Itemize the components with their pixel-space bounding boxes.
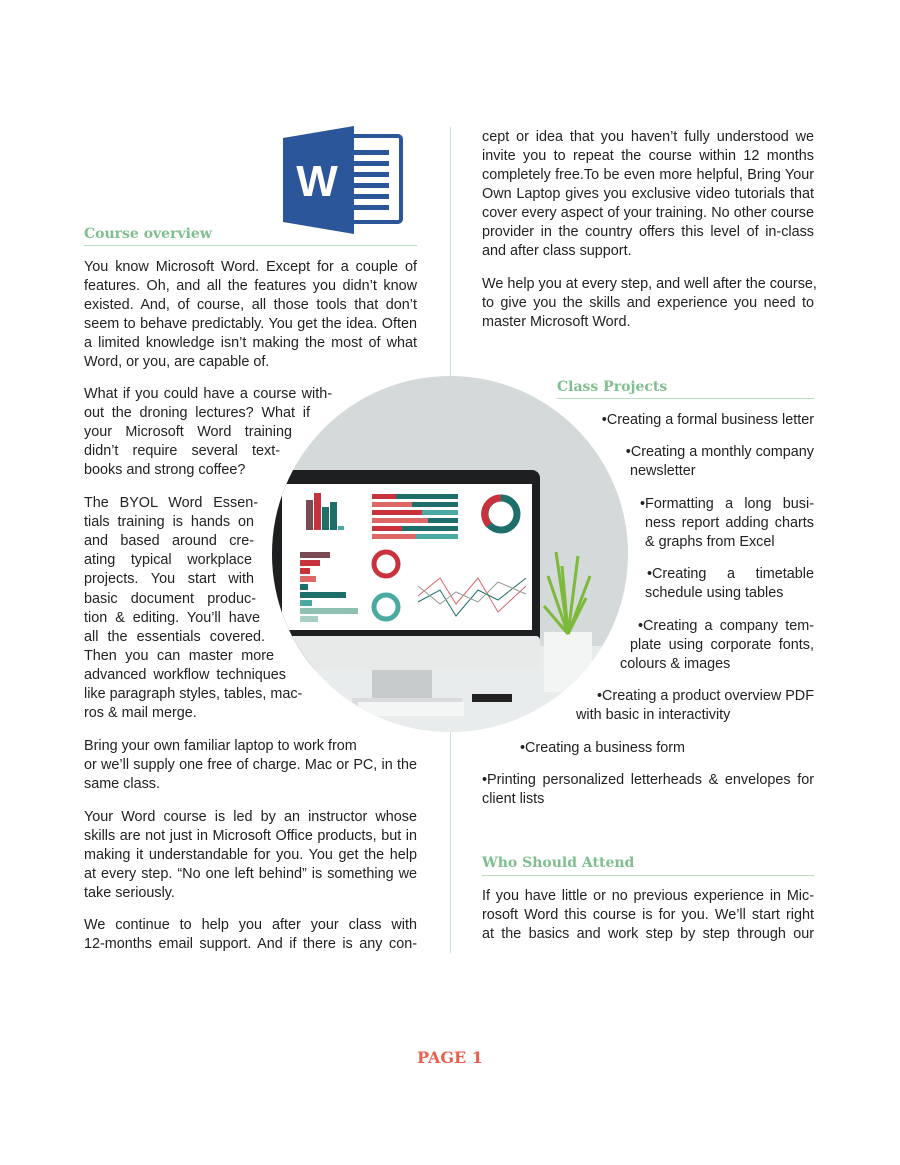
body-text-line: didn’t require several text-	[84, 443, 280, 459]
body-text-line: completely free.To be even more helpful, Bring Your	[482, 167, 814, 183]
body-text-line: cept or idea that you haven’t fully understood we	[482, 129, 814, 145]
project-item: ness report adding charts	[645, 515, 814, 531]
body-text-line: seem to behave predictably. You get the idea. Often	[84, 316, 417, 332]
body-text-line: The BYOL Word Essen-	[84, 495, 258, 511]
project-item: •Creating a formal business letter	[601, 412, 814, 428]
body-text-line: What if you could have a course with-	[84, 386, 332, 402]
body-text-line: and after class support.	[482, 243, 632, 259]
body-text-line: to give you the skills and experience you need to	[482, 295, 814, 311]
body-text-line: Own Laptop gives you exclusive video tutorials that	[482, 186, 814, 202]
svg-text:W: W	[296, 157, 338, 206]
heading-rule	[557, 398, 814, 399]
body-text-line: all the essentials covered.	[84, 628, 265, 645]
project-item: •Formatting a long busi-	[640, 496, 814, 512]
project-item: •Creating a timetable	[647, 566, 814, 582]
body-text-line: If you have little or no previous experience in Mic-	[482, 888, 814, 904]
body-text-line: invite you to repeat the course within 12 months	[482, 148, 814, 164]
body-text-line: making it understandable for you. You get the help	[84, 847, 417, 863]
body-text-line: Your Word course is led by an instructor whose	[84, 809, 417, 825]
project-item: •Creating a monthly company	[625, 444, 814, 460]
microsoft-word-logo-icon	[283, 126, 403, 234]
body-text-line: your Microsoft Word training	[84, 424, 292, 440]
page-number: PAGE 1	[417, 1048, 483, 1067]
body-text-line: We continue to help you after your class with	[84, 917, 417, 933]
body-text-line: 12-months email support. And if there is any con-	[84, 936, 417, 952]
body-text-line: provider in the country offers this level of in-class	[482, 224, 814, 240]
project-item: with basic in interactivity	[576, 707, 731, 723]
body-text-line: features. Oh, and all the features you didn’t know	[84, 278, 417, 294]
project-item: •Creating a business form	[520, 740, 686, 756]
body-text-line: at every step. “No one left behind” is something we	[84, 866, 417, 882]
body-text-line: projects. You start with	[84, 571, 254, 588]
body-text-line: same class.	[84, 776, 160, 792]
body-text-line: skills are not just in Microsoft Office products, but in	[84, 828, 417, 844]
body-text-line: rosoft Word this course is for you. We’ll start right	[482, 907, 814, 923]
body-text-line: take seriously.	[84, 885, 175, 901]
body-text-line: existed. And, of course, all those tools that don’t	[84, 297, 417, 313]
body-text-line: ating typical workplace	[84, 552, 252, 569]
body-text-line: tials training is hands on	[84, 514, 254, 531]
body-text-line: ros & mail merge.	[84, 705, 197, 722]
body-text-line: Word, or you, are capable of.	[84, 354, 270, 370]
body-text-line: Bring your own familiar laptop to work from	[84, 738, 357, 754]
heading-rule	[84, 245, 417, 246]
project-item: schedule using tables	[645, 585, 784, 601]
body-text-line: tion & editing. You’ll have	[84, 609, 260, 626]
body-text-line: You know Microsoft Word. Except for a couple of	[84, 259, 417, 275]
project-item: plate using corporate fonts,	[630, 637, 814, 653]
body-text-line: and based around cre-	[84, 533, 254, 550]
project-item: client lists	[482, 791, 545, 807]
body-text-line: out the droning lectures? What if	[84, 405, 310, 421]
heading-course-overview: Course overview	[84, 226, 212, 242]
body-text-line: at the basics and work step by step through our	[482, 926, 814, 942]
body-text-line: or we’ll supply one free of charge. Mac or PC, in the	[84, 757, 417, 773]
body-text-line: advanced workflow techniques	[84, 666, 286, 683]
body-text-line: like paragraph styles, tables, mac-	[84, 686, 303, 702]
project-item: newsletter	[630, 463, 696, 479]
body-text-line: cover every aspect of your training. No other course	[482, 205, 814, 221]
body-text-line: basic document produc-	[84, 590, 256, 607]
body-text-line: a limited knowledge isn’t making the most of what	[84, 335, 417, 351]
project-item: •Creating a company tem-	[638, 618, 814, 634]
heading-who-should-attend: Who Should Attend	[482, 855, 635, 871]
project-item: •Creating a product overview PDF	[597, 688, 814, 704]
project-item: colours & images	[620, 656, 731, 672]
heading-class-projects: Class Projects	[557, 379, 668, 395]
heading-rule	[482, 875, 814, 876]
project-item: & graphs from Excel	[645, 534, 775, 550]
body-text-line: We help you at every step, and well after the course,	[482, 276, 817, 292]
body-text-line: books and strong coffee?	[84, 462, 246, 478]
body-text-line: Then you can master more	[84, 647, 274, 664]
body-text-line: master Microsoft Word.	[482, 314, 631, 330]
project-item: •Printing personalized letterheads & envelopes for	[482, 772, 814, 788]
